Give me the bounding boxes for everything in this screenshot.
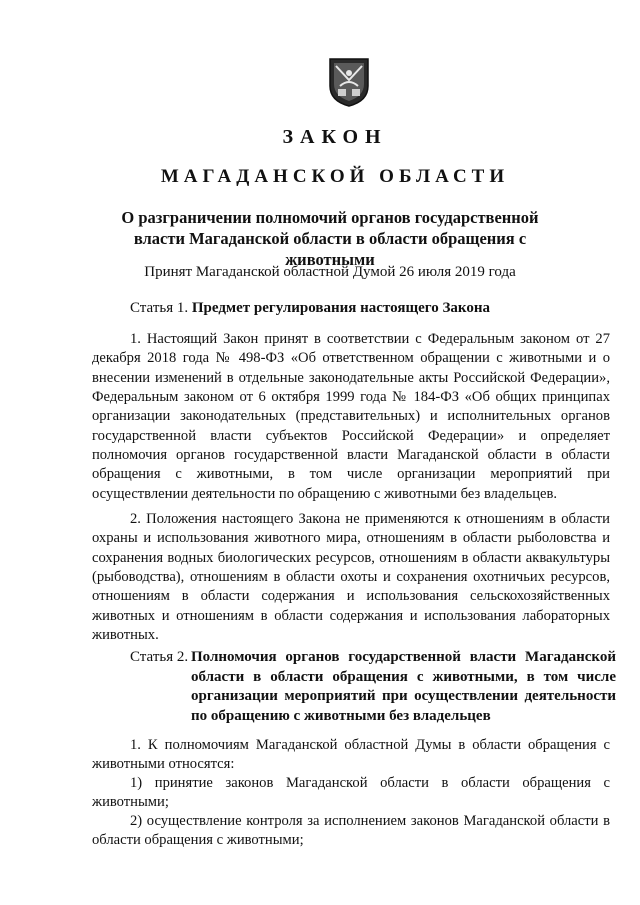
- coat-of-arms-emblem: [328, 56, 370, 108]
- article-2-label: Статья 2.: [130, 649, 189, 665]
- region-heading: МАГАДАНСКОЙ ОБЛАСТИ: [160, 166, 510, 187]
- article-2-title: Полномочия органов государственной власти Магаданской области в области обращения с животными, в том числе организации мероприятий при осуществлении деятельности по обращению с животными без владельцев: [191, 649, 616, 724]
- law-heading: ЗАКОН: [282, 126, 388, 148]
- article-2-item-2: 2) осуществление контроля за исполнением законов Магаданской области в области обращения с животными;: [92, 813, 610, 849]
- law-title-line-1: О разграничении полномочий органов государственной: [121, 208, 539, 227]
- adoption-date: Принят Магаданской областной Думой 26 июля 2019 года: [144, 264, 516, 280]
- article-1-heading: [130, 299, 490, 318]
- article-1-paragraph-2: 2. Положения настоящего Закона не применяются к отношениям в области охраны и использования животного мира, отношениям в области рыболовства и сохранения водных биологических ресурсов, отношениям в области аквакультуры (рыбоводства), отношениям в области охоты и сохранения охотничьих ресурсов, отношениям в области содержания и использования сельскохозяйственных животных и отношениям в области содержания и использования лабораторных животных.: [92, 511, 610, 644]
- law-title-line-2: власти Магаданской области в области обращения с животными: [133, 229, 527, 269]
- article-2-item-1: 1) принятие законов Магаданской области в области обращения с животными;: [92, 775, 610, 811]
- law-title: [90, 207, 570, 270]
- article-2-heading: [130, 648, 616, 726]
- article-1-label: Статья 1.: [130, 300, 189, 316]
- article-1-paragraph-1: 1. Настоящий Закон принят в соответствии с Федеральным законом от 27 декабря 2018 года № 498-ФЗ «Об ответственном обращении с животными и о внесении изменений в отдельные законодательные акты Российской Федерации», Федеральным законом от 6 октября 1999 года № 184-ФЗ «Об общих принципах организации законодательных (представительных) и исполнительных органов государственной власти субъектов Российской Федерации» и определяет полномочия органов государственной власти Магаданской области в области обращения с животными, в том числе организации мероприятий при осуществлении деятельности по обращению с животными без владельцев.: [92, 331, 610, 502]
- article-2-paragraph-1: 1. К полномочиям Магаданской областной Думы в области обращения с животными относятся:: [92, 737, 610, 773]
- article-1-title: Предмет регулирования настоящего Закона: [191, 300, 490, 316]
